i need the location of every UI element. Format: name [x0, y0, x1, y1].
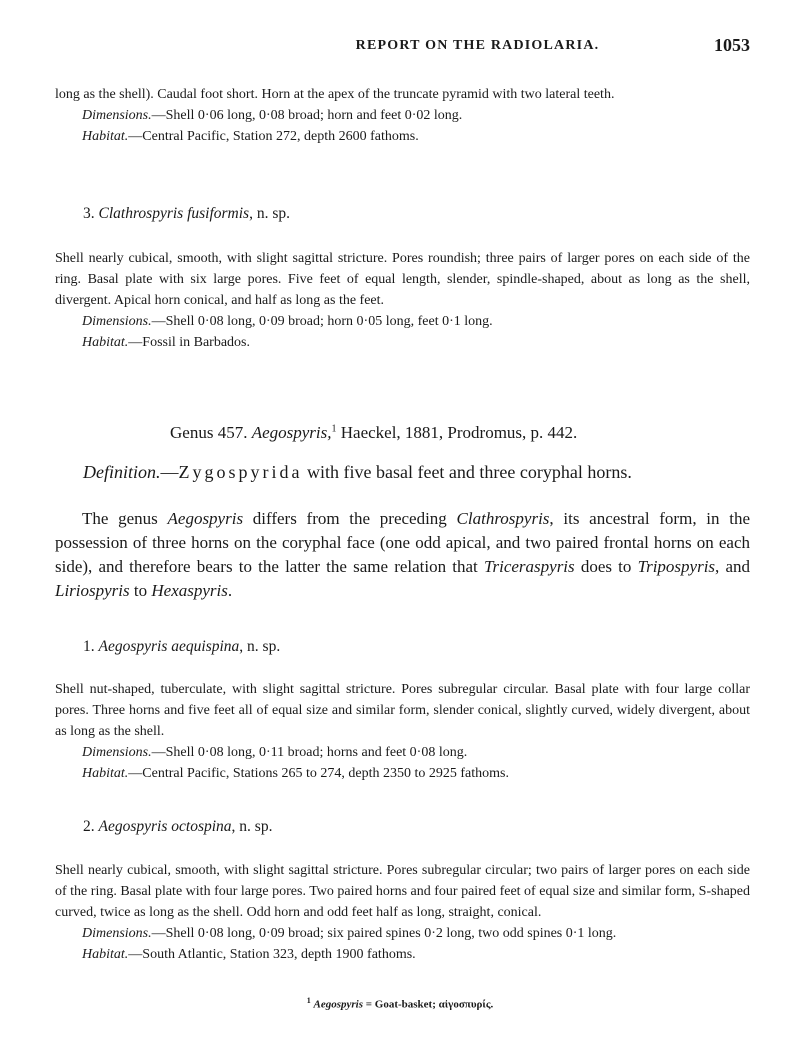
habitat-text: —Fossil in Barbados. — [128, 335, 251, 350]
dimensions-text: —Shell 0·08 long, 0·09 broad; six paired spines 0·2 long, two odd spines 0·1 long. — [151, 926, 617, 941]
genus-paragraph-text — [55, 507, 750, 603]
species-2-description: Shell nearly cubical, smooth, with slight sagittal stricture. Pores subregular circular; two pairs of larger pores on each side of the ring. Basal plate with four large pores. Two paired horns and four paired feet of equal size and similar form, S-shaped curved, twice as long as the shell. Odd horn and odd feet half as long, straight, conical. — [55, 863, 750, 920]
genus-ref: Tripospyris — [637, 557, 716, 576]
species-suffix: , n. sp. — [239, 638, 281, 655]
species-number: 1. — [83, 638, 95, 655]
genus-ref: Aegospyris — [167, 509, 244, 528]
species-1-dimensions — [55, 742, 750, 763]
text-run: The genus — [82, 509, 168, 528]
definition-dash: — — [160, 462, 179, 482]
text-run: . — [227, 581, 233, 600]
page-number: 1053 — [714, 35, 750, 55]
species-number: 3. — [83, 205, 95, 222]
text-run: differs from the preceding — [243, 509, 457, 528]
species-3-block — [55, 248, 750, 353]
dimensions-text: —Shell 0·08 long, 0·11 broad; horns and feet 0·08 long. — [151, 745, 468, 760]
footnote-mark: 1 — [331, 423, 337, 435]
species-name: Clathrospyris fusiformis — [98, 205, 250, 222]
species-2-dimensions — [55, 923, 750, 944]
prev-dimensions — [55, 105, 750, 126]
species-suffix: , n. sp. — [249, 205, 291, 222]
definition-rest: with five basal feet and three coryphal horns. — [302, 462, 632, 482]
definition-label: Definition. — [83, 462, 161, 482]
species-name: Aegospyris aequispina — [98, 638, 240, 655]
species-2-block — [55, 860, 750, 965]
genus-name: Aegospyris, — [251, 423, 332, 442]
species-1-title — [83, 638, 778, 656]
habitat-label: Habitat. — [82, 766, 129, 781]
habitat-label: Habitat. — [82, 335, 129, 350]
species-1-habitat — [55, 763, 750, 784]
genus-prefix: Genus 457. — [170, 423, 248, 442]
habitat-label: Habitat. — [82, 129, 129, 144]
genus-ref: Liriospyris — [55, 581, 130, 600]
footnote-name: Aegospyris — [313, 998, 363, 1011]
footnote-text: = Goat-basket; αἰγοσπυρίς. — [363, 998, 494, 1011]
species-1-block — [55, 679, 750, 784]
footnote-mark: 1 — [306, 996, 311, 1005]
dimensions-label: Dimensions. — [82, 745, 152, 760]
genus-definition — [83, 462, 778, 483]
habitat-text: —Central Pacific, Stations 265 to 274, depth 2350 to 2925 fathoms. — [128, 766, 509, 781]
species-1-description: Shell nut-shaped, tuberculate, with slight sagittal stricture. Pores subregular circular. Basal plate with four large collar pores. Three horns and five feet all of equal size and similar form, slender conical, slightly curved, widely divergent, about as long as the shell. — [55, 682, 750, 739]
habitat-text: —South Atlantic, Station 323, depth 1900 fathoms. — [128, 947, 416, 962]
dimensions-label: Dimensions. — [82, 926, 152, 941]
definition-family: Zygospyrida — [178, 462, 303, 482]
genus-ref: Hexaspyris — [151, 581, 228, 600]
species-number: 2. — [83, 818, 95, 835]
prev-description: long as the shell). Caudal foot short. Horn at the apex of the truncate pyramid with two lateral teeth. — [55, 87, 615, 102]
prev-habitat — [55, 126, 750, 147]
species-suffix: , n. sp. — [231, 818, 273, 835]
species-3-dimensions — [55, 311, 750, 332]
genus-paragraph — [55, 507, 750, 603]
text-run: does to — [574, 557, 638, 576]
dimensions-label: Dimensions. — [82, 314, 152, 329]
species-3-description: Shell nearly cubical, smooth, with slight sagittal stricture. Pores roundish; three pairs of larger pores on each side of the ring. Basal plate with six large pores. Five feet of equal length, slender, spindle-shaped, about as long as the shell, divergent. Apical horn conical, and half as long as the feet. — [55, 251, 750, 308]
text-run: , and — [715, 557, 751, 576]
habitat-text: —Central Pacific, Station 272, depth 2600 fathoms. — [128, 129, 419, 144]
genus-heading — [170, 423, 800, 443]
species-name: Aegospyris octospina — [98, 818, 232, 835]
habitat-label: Habitat. — [82, 947, 129, 962]
dimensions-label: Dimensions. — [82, 108, 152, 123]
running-title: REPORT ON THE RADIOLARIA. — [355, 38, 600, 53]
dimensions-text: —Shell 0·06 long, 0·08 broad; horn and feet 0·02 long. — [151, 108, 463, 123]
footnote — [0, 996, 800, 1011]
text-run: to — [129, 581, 152, 600]
species-2-habitat — [55, 944, 750, 965]
running-header — [55, 35, 750, 62]
genus-ref: Clathrospyris — [456, 509, 550, 528]
text-run: , its ancestral form, in the possession of three horns on the coryphal face (one odd apical, and two paired frontal horns on each side), and therefore bears to the latter the same relation that — [55, 509, 750, 576]
genus-ref: Triceraspyris — [483, 557, 575, 576]
dimensions-text: —Shell 0·08 long, 0·09 broad; horn 0·05 long, feet 0·1 long. — [151, 314, 493, 329]
prev-species-block — [55, 84, 750, 147]
species-3-habitat — [55, 332, 750, 353]
species-2-title — [83, 818, 778, 836]
genus-rest: Haeckel, 1881, Prodromus, p. 442. — [336, 423, 578, 442]
species-3-title — [83, 205, 778, 223]
